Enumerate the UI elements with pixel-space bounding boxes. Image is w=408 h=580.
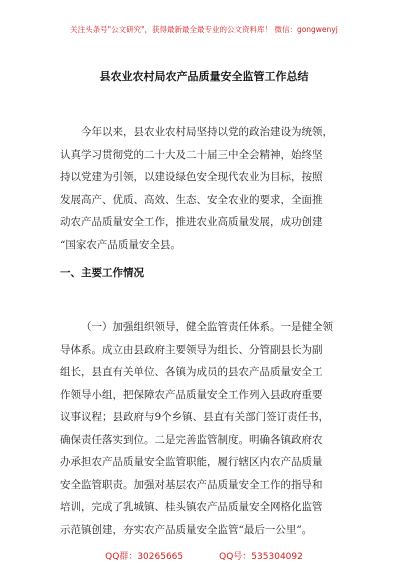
section-heading: 一、主要工作情况 bbox=[60, 267, 144, 279]
paragraph-line: 确保责任落实到位。二是完善监管制度。明确各镇政府农 bbox=[60, 433, 323, 446]
paragraph-line: 示范镇创建，夯实农产品质量安全监管“最后一公里”。 bbox=[60, 523, 313, 536]
paragraph-line: 安全监管职责。加强对基层农产品质量安全工作的指导和 bbox=[60, 478, 323, 491]
paragraph-line: 发展高产、优质、高效、生态、安全农业的要求，全面推 bbox=[60, 193, 323, 206]
paragraph-line: “国家农产品质量安全县。 bbox=[60, 238, 181, 251]
qq-number-text: QQ号：535304092 bbox=[219, 552, 303, 562]
paragraph-line: 办承担农产品质量安全监管职能，履行辖区内农产品质量 bbox=[60, 456, 323, 468]
paragraph-line: 动农产品质量安全工作，推进农业高质量发展，成功创建 bbox=[60, 216, 323, 228]
intro-paragraph bbox=[60, 121, 352, 256]
paragraph-line: 导体系。成立由县政府主要领导为组长、分管副县长为副 bbox=[60, 343, 323, 356]
paragraph-line: （一）加强组织领导，健全监管责任体系。一是健全领 bbox=[81, 321, 333, 333]
paragraph-line: 今年以来，县农业农村局坚持以党的政治建设为统领， bbox=[81, 126, 333, 138]
qq-group-text: QQ群：30265665 bbox=[105, 552, 184, 562]
paragraph-line: 认真学习贯彻党的二十大及二十届三中全会精神，始终坚 bbox=[60, 148, 323, 161]
paragraph-line: 作领导小组，把保障农产品质量安全工作列入县政府重要 bbox=[60, 388, 323, 401]
paragraph-line: 组长，县直有关单位、各镇为成员的县农产品质量安全工 bbox=[60, 366, 323, 378]
paragraph-line: 持以党建为引领，以建设绿色安全现代农业为目标，按照 bbox=[60, 171, 323, 183]
section-paragraph bbox=[60, 316, 352, 541]
footer-contacts bbox=[0, 549, 408, 562]
header-promo-banner: 关注头条号"公文研究"，获得最新最全最专业的公文资料库！ 微信：gongwenyj bbox=[70, 25, 338, 34]
paragraph-line: 议事议程；县政府与9个乡镇、县直有关部门签订责任书， bbox=[60, 411, 330, 423]
document-title: 县农业农村局农产品质量安全监管工作总结 bbox=[99, 70, 309, 83]
paragraph-line: 培训，完成了乳城镇、桂头镇农产品质量安全网格化监管 bbox=[60, 501, 323, 513]
